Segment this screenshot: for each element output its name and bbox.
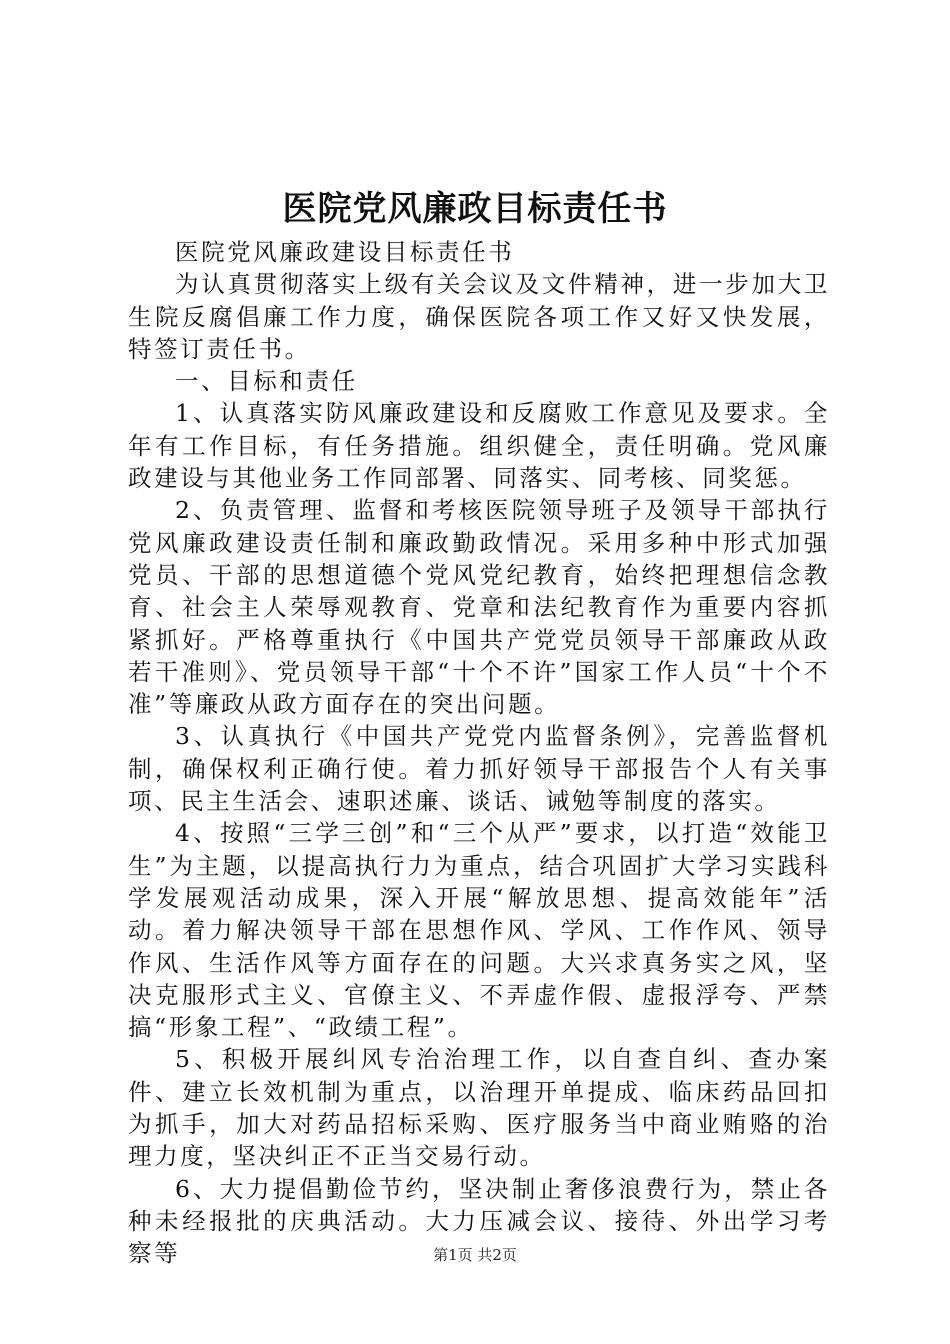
section-heading-goals: 一、目标和责任	[175, 367, 358, 396]
paragraph-item-6: 6、大力提倡勤俭节约，坚决制止奢侈浪费行为，禁止各种未经报批的庆典活动。大力压减会议、接待、外出学习考察等	[128, 1174, 830, 1268]
paragraph-item-2: 2、负责管理、监督和考核医院领导班子及领导干部执行党风廉政建设责任制和廉政勤政情况。采用多种中形式加强党员、干部的思想道德个党风党纪教育，始终把理想信念教育、社会主人荣辱观教育、党章和法纪教育作为重要内容抓紧抓好。严格尊重执行《中国共产党党员领导干部廉政从政若干准则》、党员领导干部“十个不许”国家工作人员“十个不准”等廉政从政方面存在的突出问题。	[128, 496, 830, 719]
document-title: 医院党风廉政目标责任书	[282, 189, 668, 229]
document-body	[128, 236, 830, 1270]
paragraph-intro: 为认真贯彻落实上级有关会议及文件精神，进一步加大卫生院反腐倡廉工作力度，确保医院各项工作又好又快发展，特签订责任书。	[128, 270, 830, 363]
paragraph-subtitle: 医院党风廉政建设目标责任书	[175, 238, 515, 266]
paragraph-item-3: 3、认真执行《中国共产党党内监督条例》，完善监督机制，确保权利正确行使。着力抓好领导干部报告个人有关事项、民主生活会、速职述廉、谈话、诫勉等制度的落实。	[128, 722, 830, 816]
page-indicator: 第1页 共2页	[433, 1246, 517, 1264]
paragraph-item-5: 5、积极开展纠风专治治理工作，以自查自纠、查办案件、建立长效机制为重点，以治理开单提成、临床药品回扣为抓手，加大对药品招标采购、医疗服务当中商业贿赂的治理力度，坚决纠正不正当交易行动。	[128, 1045, 830, 1171]
paragraph-item-1: 1、认真落实防风廉政建设和反腐败工作意见及要求。全年有工作目标，有任务措施。组织健全，责任明确。党风廉政建设与其他业务工作同部署、同落实、同考核、同奖惩。	[128, 399, 830, 493]
paragraph-item-4: 4、按照“三学三创”和“三个从严”要求，以打造“效能卫生”为主题，以提高执行力为重点，结合巩固扩大学习实践科学发展观活动成果，深入开展“解放思想、提高效能年”活动。着力解决领导干部在思想作风、学风、工作作风、领导作风、生活作风等方面存在的问题。大兴求真务实之风，坚决克服形式主义、官僚主义、不弄虚作假、虚报浮夸、严禁搞“形象工程”、“政绩工程”。	[128, 819, 830, 1042]
